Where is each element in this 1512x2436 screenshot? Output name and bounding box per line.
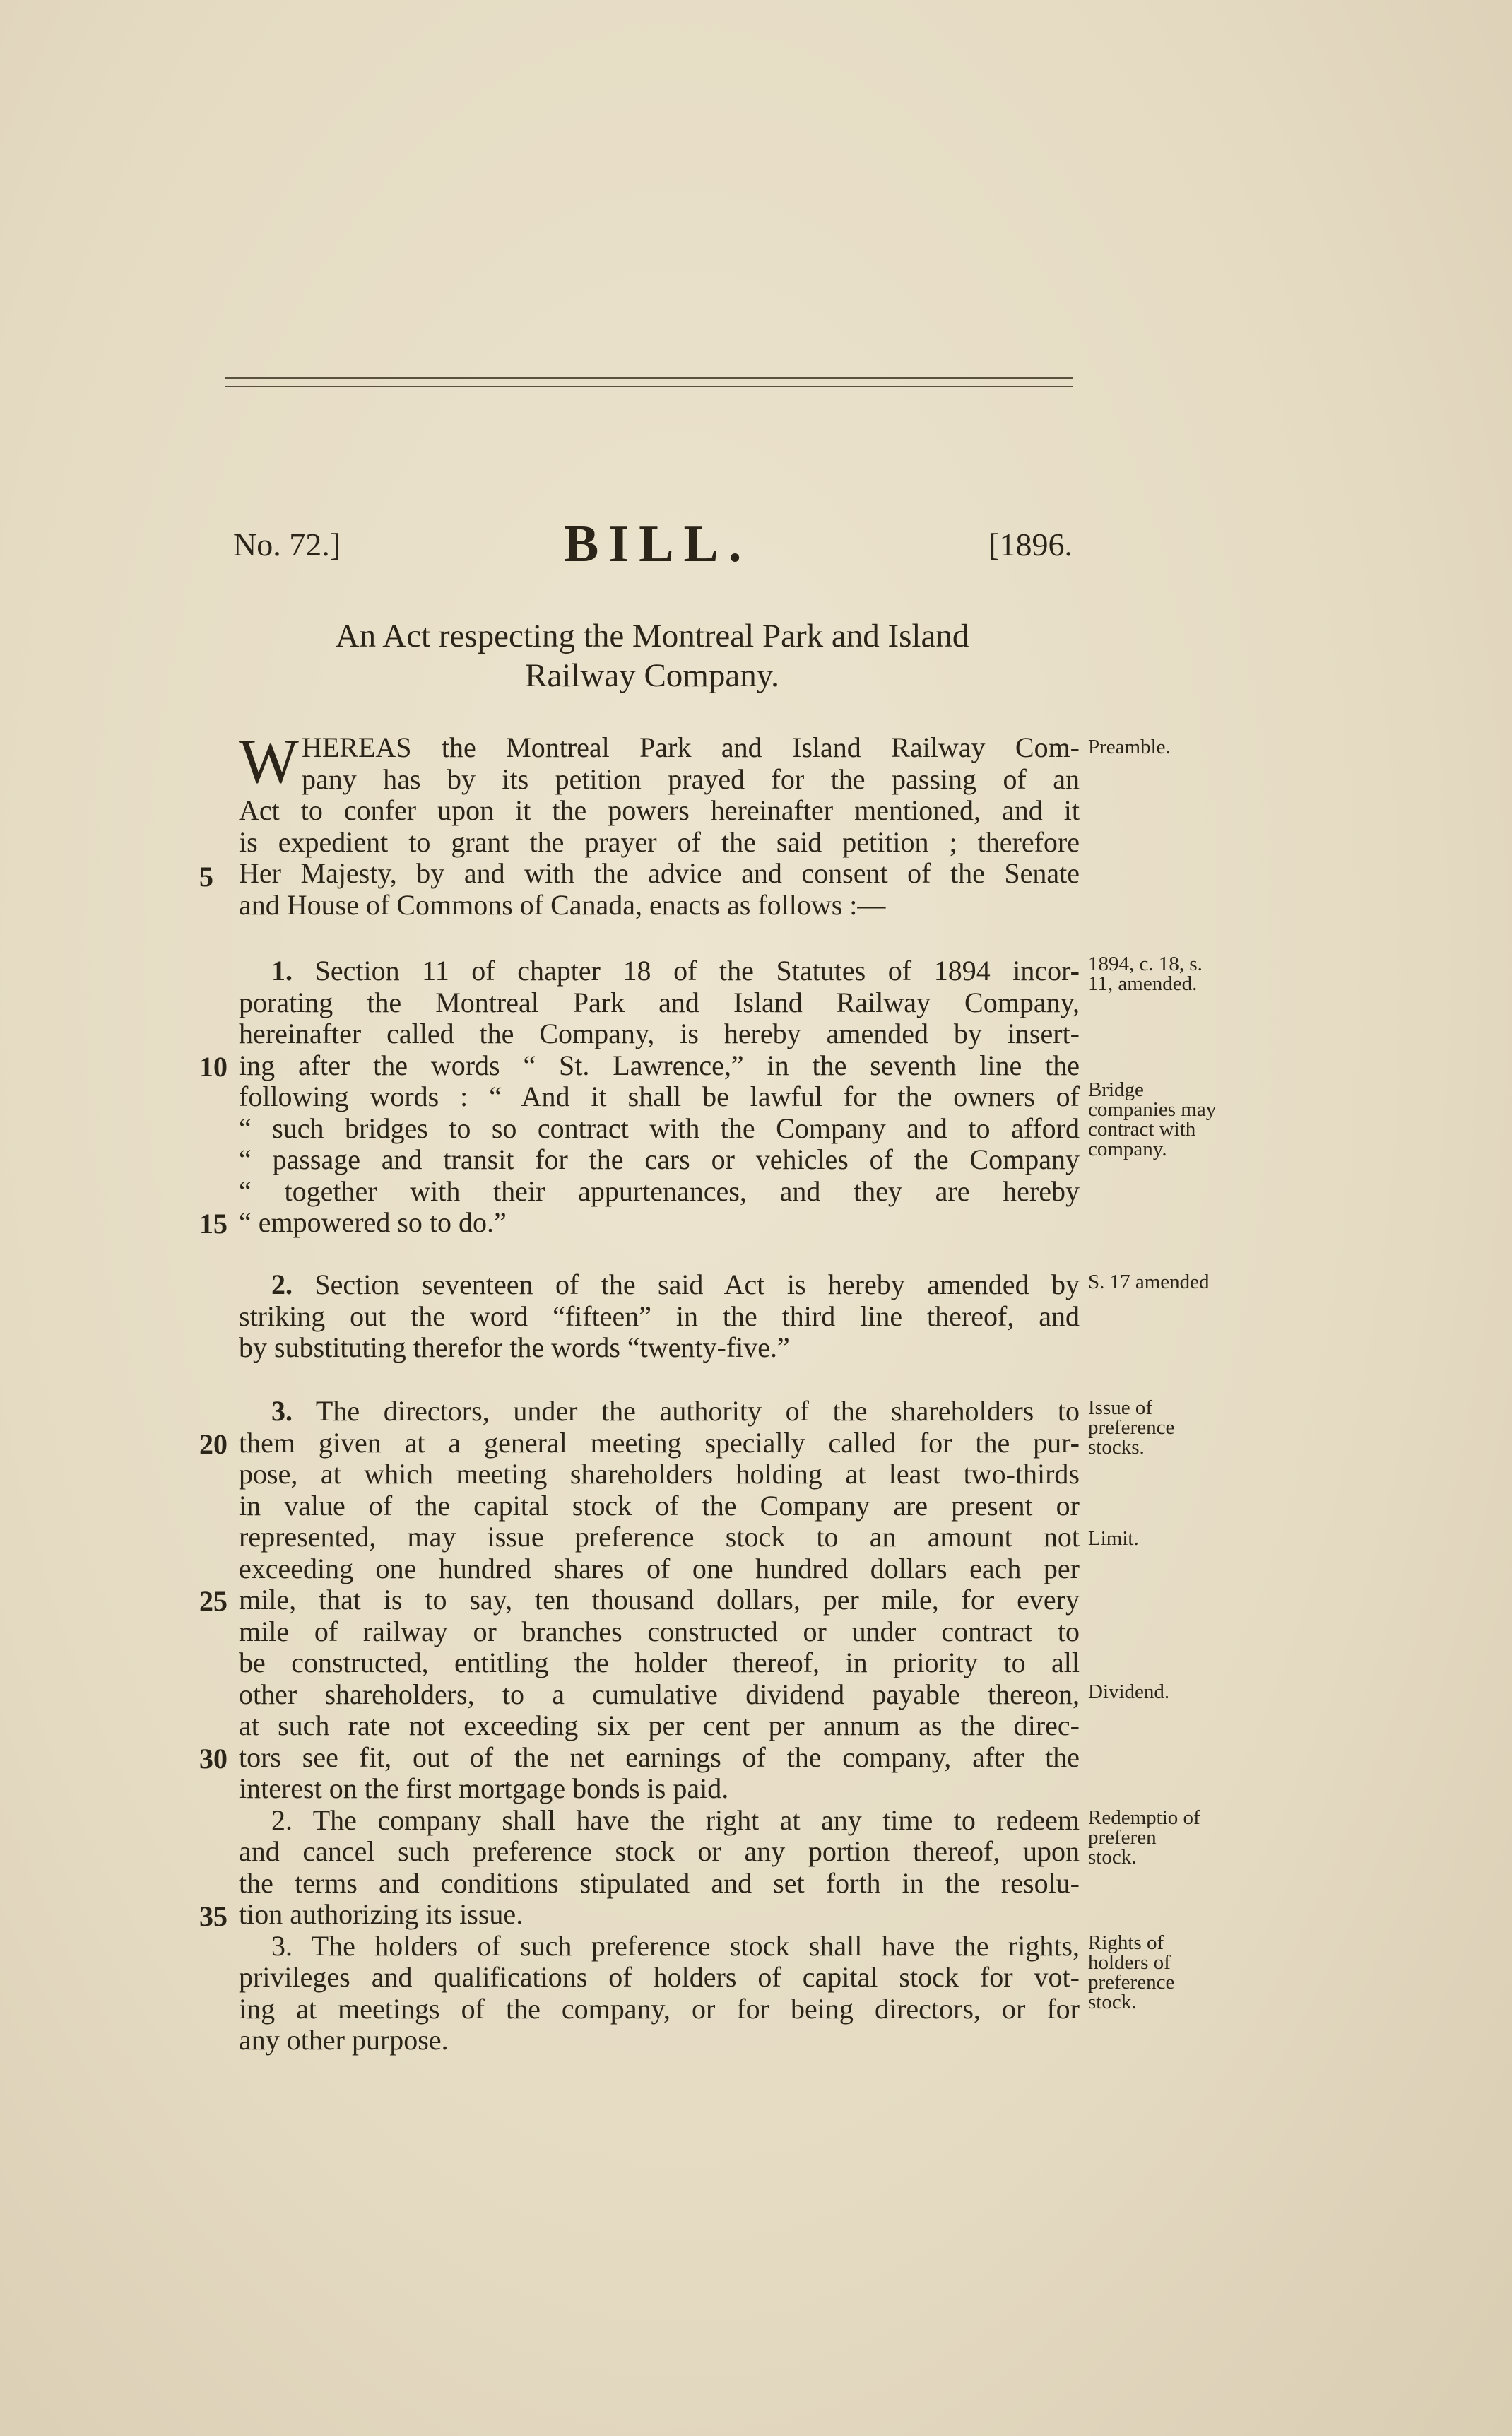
text-line: mile, that is to say, ten thousand dollars, per mile, for every [239,1584,1080,1616]
bill-year: [1896. [988,526,1073,563]
header-rule-bottom [225,386,1073,387]
line-number: 15 [199,1208,228,1240]
margin-note-preamble: Preamble. [1088,736,1171,758]
text-line: tion authorizing its issue. [239,1898,524,1930]
title-line: Railway Company. [525,657,779,694]
text-line: following words : “ And it shall be lawful for the owners of [239,1081,1080,1112]
text-line: represented, may issue preference stock to an amount not [239,1521,1080,1553]
text-line: pose, at which meeting shareholders holding at least two-thirds [239,1458,1080,1490]
text-line: any other purpose. [239,2024,449,2056]
line-number: 10 [199,1051,228,1083]
text-line: privileges and qualifications of holders of capital stock for vot- [239,1961,1080,1993]
text-line: 2. The company shall have the right at any time to redeem [271,1804,1080,1836]
text-line: the terms and conditions stipulated and set forth in the resolu- [239,1866,1080,1899]
text-line: mile of railway or branches constructed or under contract to [239,1615,1080,1647]
text-line [239,1269,1080,1301]
text-span: Section 11 of chapter 18 of the Statutes of 1894 incor- [293,955,1080,987]
text-line: “ empowered so to do.” [239,1206,507,1238]
margin-note-redemption: Redemptio of preferen stock. [1088,1806,1200,1869]
text-line: tors see fit, out of the net earnings of the company, after the [239,1741,1080,1773]
text-line [239,1396,1080,1428]
line-number: 35 [199,1900,228,1932]
line-number: 20 [199,1428,228,1460]
margin-note-dividend: Dividend. [1088,1681,1170,1703]
text-span: Section seventeen of the said Act is hereby amended by [293,1269,1080,1300]
text-line: is expedient to grant the prayer of the said petition ; therefore [239,825,1080,858]
bill-number: No. 72.] [233,526,341,563]
line-number: 5 [199,861,213,893]
margin-note-bridge: Bridge companies may contract with company. [1088,1078,1217,1160]
text-line: “ together with their appurtenances, and they are hereby [239,1175,1080,1207]
text-line: by substituting therefor the words “twenty-five.” [239,1331,790,1363]
margin-note-s17: S. 17 amended [1088,1271,1210,1293]
margin-note-s1: 1894, c. 18, s. 11, amended. [1088,953,1203,995]
text-line: Her Majesty, by and with the advice and consent of the Senate [239,857,1080,889]
bill-heading: BILL. [564,515,752,573]
text-line: ing after the words “ St. Lawrence,” in the seventh line the [239,1049,1080,1081]
text-line: exceeding one hundred shares of one hundred dollars each per [239,1552,1080,1584]
title-line: An Act respecting the Montreal Park and Island [335,618,969,654]
text-line: at such rate not exceeding six per cent per annum as the direc- [239,1710,1080,1741]
bill-title [225,616,1080,695]
text-line: in value of the capital stock of the Company are present or [239,1489,1080,1522]
text-line: striking out the word “fifteen” in the third line thereof, and [239,1300,1080,1332]
text-line: porating the Montreal Park and Island Railway Company, [239,986,1080,1018]
section-number: 2. [271,1269,293,1300]
line-number: 25 [199,1585,228,1617]
text-line: other shareholders, to a cumulative dividend payable thereon, [239,1678,1080,1710]
text-line: ing at meetings of the company, or for being directors, or for [239,1992,1080,2025]
section-3 [239,1396,1080,2057]
text-line [239,955,1080,987]
header-rule-top [225,377,1073,379]
text-line: Act to confer upon it the powers hereinafter mentioned, and it [239,794,1080,826]
text-line: and House of Commons of Canada, enacts as follows :— [239,888,886,921]
section-number: 1. [271,955,293,987]
line-number: 30 [199,1743,228,1775]
section-number: 3. [271,1395,293,1427]
text-line: them given at a general meeting specially called for the pur- [239,1426,1080,1459]
text-line: interest on the first mortgage bonds is paid. [239,1772,729,1804]
text-line: and cancel such preference stock or any portion thereof, upon [239,1835,1080,1867]
text-line: 3. The holders of such preference stock shall have the rights, [271,1929,1080,1962]
bill-header [225,514,1073,578]
margin-note-rights: Rights of holders of preference stock. [1088,1931,1175,2013]
text-line: “ such bridges to so contract with the Company and to afford [239,1112,1080,1144]
preamble [239,726,1080,921]
text-line: hereinafter called the Company, is hereby amended by insert- [239,1018,1080,1049]
margin-note-limit: Limit. [1088,1527,1139,1550]
text-line: “ passage and transit for the cars or vehicles of the Company [239,1143,1080,1175]
margin-note-issue: Issue of preference stocks. [1088,1396,1175,1459]
section-1 [239,955,1080,1239]
text-line: pany has by its petition prayed for the passing of an [301,763,1080,795]
dropcap: W [239,726,299,796]
text-span: The directors, under the authority of the shareholders to [293,1395,1080,1427]
text-line: be constructed, entitling the holder thereof, in priority to all [239,1647,1080,1678]
text-line: HEREAS the Montreal Park and Island Railway Com- [301,731,1080,763]
section-2 [239,1269,1080,1364]
